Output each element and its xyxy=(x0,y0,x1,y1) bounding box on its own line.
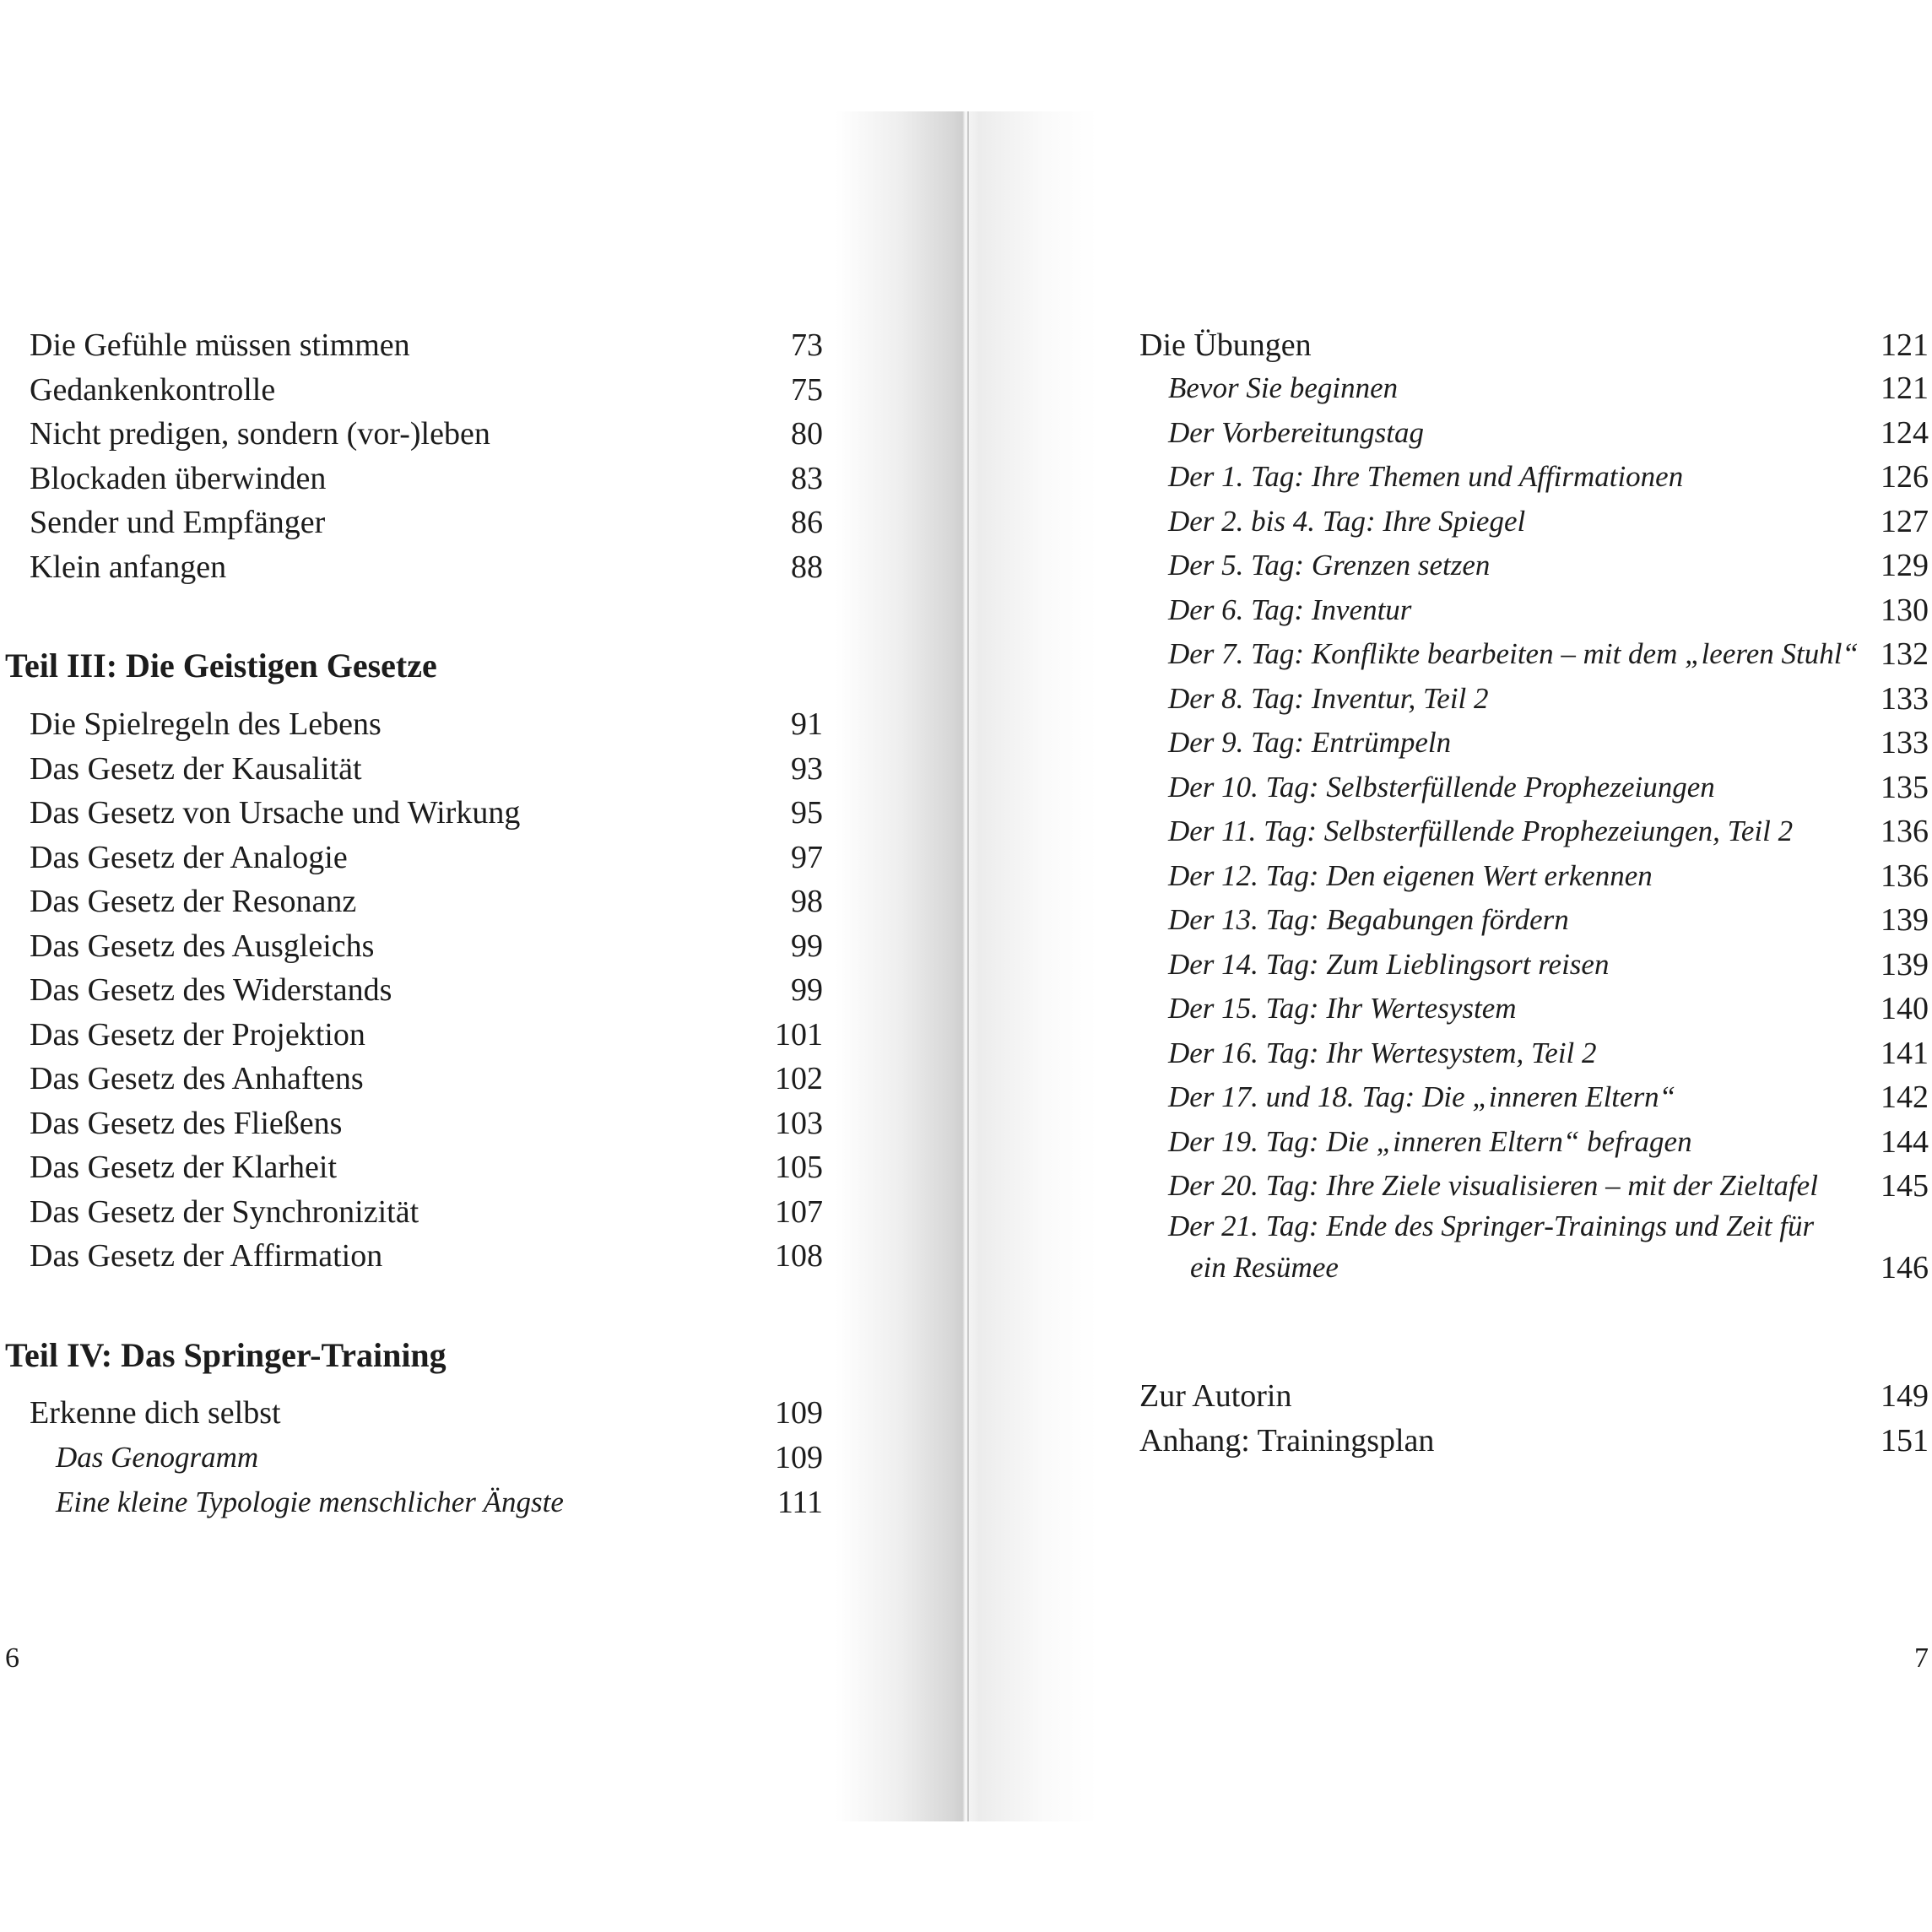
toc-entry-page-number: 121 xyxy=(1881,327,1929,363)
toc-entry xyxy=(1139,766,1929,809)
toc-entry xyxy=(0,368,823,412)
toc-entry-title: Der Vorbereitungstag xyxy=(1168,415,1424,449)
toc-entry-page-number: 133 xyxy=(1881,725,1929,760)
toc-entry xyxy=(0,1234,823,1278)
toc-entry xyxy=(1139,588,1929,632)
toc-entry xyxy=(1139,323,1929,367)
toc-entry xyxy=(1139,1204,1929,1248)
toc-entry xyxy=(0,924,823,968)
toc-entry xyxy=(1139,677,1929,721)
toc-entry xyxy=(0,1057,823,1101)
toc-entry-page-number: 93 xyxy=(791,750,823,787)
toc-entry-title: Das Gesetz der Resonanz xyxy=(30,884,357,919)
toc-entry-title: Der 19. Tag: Die „inneren Eltern“ befragen xyxy=(1168,1124,1692,1158)
toc-entry xyxy=(0,1480,823,1524)
toc-entry-page-number: 73 xyxy=(791,327,823,363)
toc-entry xyxy=(1139,1164,1929,1208)
toc-entry-page-number: 139 xyxy=(1881,946,1929,982)
toc-entry xyxy=(0,1145,823,1189)
toc-entry xyxy=(1139,809,1929,853)
toc-entry-title: Der 14. Tag: Zum Lieblingsort reisen xyxy=(1168,947,1610,981)
toc-entry xyxy=(0,1190,823,1234)
toc-entry-page-number: 146 xyxy=(1881,1250,1929,1285)
toc-entry-title: Das Gesetz des Fließens xyxy=(30,1105,343,1141)
toc-entry-page-number: 130 xyxy=(1881,592,1929,628)
toc-entry-title: Die Spielregeln des Lebens xyxy=(30,706,382,742)
toc-entry-page-number: 135 xyxy=(1881,769,1929,805)
toc-entry-title: Der 21. Tag: Ende des Springer-Trainings und Zeit für xyxy=(1168,1210,1815,1242)
toc-entry-title: Der 12. Tag: Den eigenen Wert erkennen xyxy=(1168,858,1653,892)
toc-entry-page-number: 88 xyxy=(791,549,823,585)
toc-entry-title: Bevor Sie beginnen xyxy=(1168,371,1399,404)
toc-entry-title: Der 5. Tag: Grenzen setzen xyxy=(1168,549,1491,582)
toc-entry-title: Blockaden überwinden xyxy=(30,460,327,496)
page-number-right: 7 xyxy=(1914,1642,1929,1674)
toc-entry xyxy=(1139,1031,1929,1075)
toc-entry-title: Das Gesetz des Widerstands xyxy=(30,972,392,1008)
toc-entry-title: Der 15. Tag: Ihr Wertesystem xyxy=(1168,992,1517,1025)
toc-entry xyxy=(0,545,823,589)
toc-entry xyxy=(0,1436,823,1480)
toc-entry xyxy=(1139,1246,1929,1290)
page-number-left: 6 xyxy=(5,1642,19,1674)
toc-entry-title: Gedankenkontrolle xyxy=(30,371,276,408)
toc-entry-page-number: 99 xyxy=(791,972,823,1008)
toc-entry-title: Sender und Empfänger xyxy=(30,505,326,540)
toc-entry-title: ein Resümee xyxy=(1190,1251,1339,1284)
toc-entry xyxy=(0,747,823,791)
toc-entry-title: Das Gesetz der Synchronizität xyxy=(30,1193,419,1230)
toc-entry-title: Der 7. Tag: Konflikte bearbeiten – mit dem „leeren Stuhl“ xyxy=(1168,637,1859,670)
toc-entry-title: Der 11. Tag: Selbsterfüllende Prophezeiungen, Teil 2 xyxy=(1168,814,1794,847)
toc-entry-page-number: 144 xyxy=(1881,1123,1929,1160)
toc-entry-page-number: 139 xyxy=(1881,902,1929,938)
toc-entry-page-number: 133 xyxy=(1881,680,1929,717)
toc-entry-title: Die Gefühle müssen stimmen xyxy=(30,327,410,363)
toc-entry xyxy=(1139,500,1929,544)
toc-entry-title: Der 16. Tag: Ihr Wertesystem, Teil 2 xyxy=(1168,1036,1597,1069)
toc-entry-page-number: 145 xyxy=(1881,1168,1929,1204)
toc-entry xyxy=(1139,411,1929,455)
book-spine-line xyxy=(967,111,969,1821)
toc-entry-page-number: 107 xyxy=(775,1193,823,1230)
toc-entry-page-number: 105 xyxy=(775,1150,823,1185)
toc-entry xyxy=(1139,455,1929,499)
toc-entry-page-number: 127 xyxy=(1881,503,1929,539)
toc-entry xyxy=(0,1391,823,1435)
toc-entry-title: Der 1. Tag: Ihre Themen und Affirmationen xyxy=(1168,460,1684,493)
toc-entry-title: Das Gesetz der Klarheit xyxy=(30,1150,338,1185)
toc-entry-page-number: 136 xyxy=(1881,814,1929,849)
toc-entry xyxy=(1139,1419,1929,1463)
toc-entry-page-number: 98 xyxy=(791,884,823,919)
toc-entry-title: Das Gesetz des Ausgleichs xyxy=(30,928,375,964)
toc-entry xyxy=(0,457,823,501)
toc-entry xyxy=(0,968,823,1012)
toc-entry xyxy=(1139,987,1929,1031)
toc-entry-title: Der 13. Tag: Begabungen fördern xyxy=(1168,903,1569,936)
toc-entry-title: Eine kleine Typologie menschlicher Ängste xyxy=(56,1485,564,1518)
toc-entry-page-number: 103 xyxy=(775,1105,823,1141)
toc-entry-page-number: 80 xyxy=(791,416,823,452)
book-gutter-shadow xyxy=(836,111,1097,1821)
toc-entry-page-number: 142 xyxy=(1881,1080,1929,1115)
toc-entry xyxy=(1139,1374,1929,1418)
toc-entry-title: Der 17. und 18. Tag: Die „inneren Eltern“ xyxy=(1168,1080,1676,1113)
left-page xyxy=(0,0,823,1932)
toc-entry-page-number: 99 xyxy=(791,928,823,964)
toc-entry-title: Das Gesetz der Affirmation xyxy=(30,1238,383,1274)
toc-entry-title: Anhang: Trainingsplan xyxy=(1139,1422,1435,1458)
toc-entry xyxy=(1139,632,1929,676)
toc-entry-page-number: 129 xyxy=(1881,548,1929,583)
toc-entry-page-number: 102 xyxy=(775,1061,823,1096)
toc-entry-page-number: 95 xyxy=(791,795,823,831)
toc-entry xyxy=(0,791,823,835)
toc-entry-page-number: 136 xyxy=(1881,858,1929,894)
toc-entry-title: Das Gesetz der Kausalität xyxy=(30,750,362,787)
toc-entry-page-number: 124 xyxy=(1881,414,1929,451)
toc-entry xyxy=(0,879,823,923)
toc-entry-title: Der 2. bis 4. Tag: Ihre Spiegel xyxy=(1168,504,1526,538)
toc-entry-page-number: 83 xyxy=(791,460,823,496)
toc-entry-title: Der 10. Tag: Selbsterfüllende Prophezeiungen xyxy=(1168,770,1715,804)
toc-entry-page-number: 97 xyxy=(791,839,823,875)
toc-entry-title: Das Genogramm xyxy=(56,1441,259,1474)
toc-entry xyxy=(0,1013,823,1057)
toc-entry-title: Das Gesetz der Analogie xyxy=(30,839,348,875)
part-heading-3: Teil III: Die Geistigen Gesetze xyxy=(5,647,437,685)
toc-entry-title: Das Gesetz der Projektion xyxy=(30,1016,365,1053)
part-heading-4: Teil IV: Das Springer-Training xyxy=(5,1336,446,1374)
toc-entry-page-number: 111 xyxy=(777,1484,823,1520)
toc-entry-page-number: 121 xyxy=(1881,371,1929,406)
toc-entry xyxy=(0,501,823,544)
toc-entry xyxy=(1139,544,1929,587)
toc-entry-title: Der 6. Tag: Inventur xyxy=(1168,593,1412,626)
right-page xyxy=(1139,0,1929,1932)
toc-entry-page-number: 126 xyxy=(1881,459,1929,495)
toc-entry xyxy=(1139,1075,1929,1119)
toc-entry-page-number: 140 xyxy=(1881,991,1929,1026)
toc-entry xyxy=(0,323,823,367)
toc-entry xyxy=(0,836,823,879)
toc-entry-title: Der 20. Tag: Ihre Ziele visualisieren – mit der Zieltafel xyxy=(1168,1169,1818,1202)
toc-entry xyxy=(1139,898,1929,942)
toc-entry-title: Das Gesetz des Anhaftens xyxy=(30,1061,364,1096)
toc-entry-page-number: 91 xyxy=(791,706,823,742)
toc-entry xyxy=(1139,854,1929,898)
toc-entry-page-number: 108 xyxy=(775,1238,823,1274)
toc-entry-title: Der 9. Tag: Entrümpeln xyxy=(1168,726,1452,759)
toc-entry-page-number: 109 xyxy=(775,1440,823,1475)
toc-entry xyxy=(0,1101,823,1145)
toc-entry-page-number: 141 xyxy=(1881,1035,1929,1071)
toc-entry-page-number: 101 xyxy=(775,1016,823,1053)
toc-entry-title: Das Gesetz von Ursache und Wirkung xyxy=(30,795,521,831)
toc-entry xyxy=(1139,1120,1929,1164)
toc-entry xyxy=(1139,721,1929,765)
toc-entry xyxy=(0,702,823,746)
toc-entry xyxy=(0,412,823,456)
toc-entry-title: Zur Autorin xyxy=(1139,1378,1292,1414)
toc-entry-title: Erkenne dich selbst xyxy=(30,1395,281,1431)
toc-entry-page-number: 151 xyxy=(1881,1422,1929,1458)
toc-entry-page-number: 132 xyxy=(1881,636,1929,672)
toc-entry xyxy=(1139,366,1929,410)
toc-entry-title: Der 8. Tag: Inventur, Teil 2 xyxy=(1168,681,1489,715)
toc-entry-page-number: 149 xyxy=(1881,1378,1929,1414)
toc-entry-title: Nicht predigen, sondern (vor-)leben xyxy=(30,416,490,452)
toc-entry-title: Die Übungen xyxy=(1139,327,1312,363)
toc-entry-page-number: 86 xyxy=(791,505,823,540)
toc-entry-page-number: 75 xyxy=(791,371,823,408)
toc-entry-page-number: 109 xyxy=(775,1395,823,1431)
toc-entry xyxy=(1139,943,1929,987)
toc-entry-title: Klein anfangen xyxy=(30,549,227,585)
